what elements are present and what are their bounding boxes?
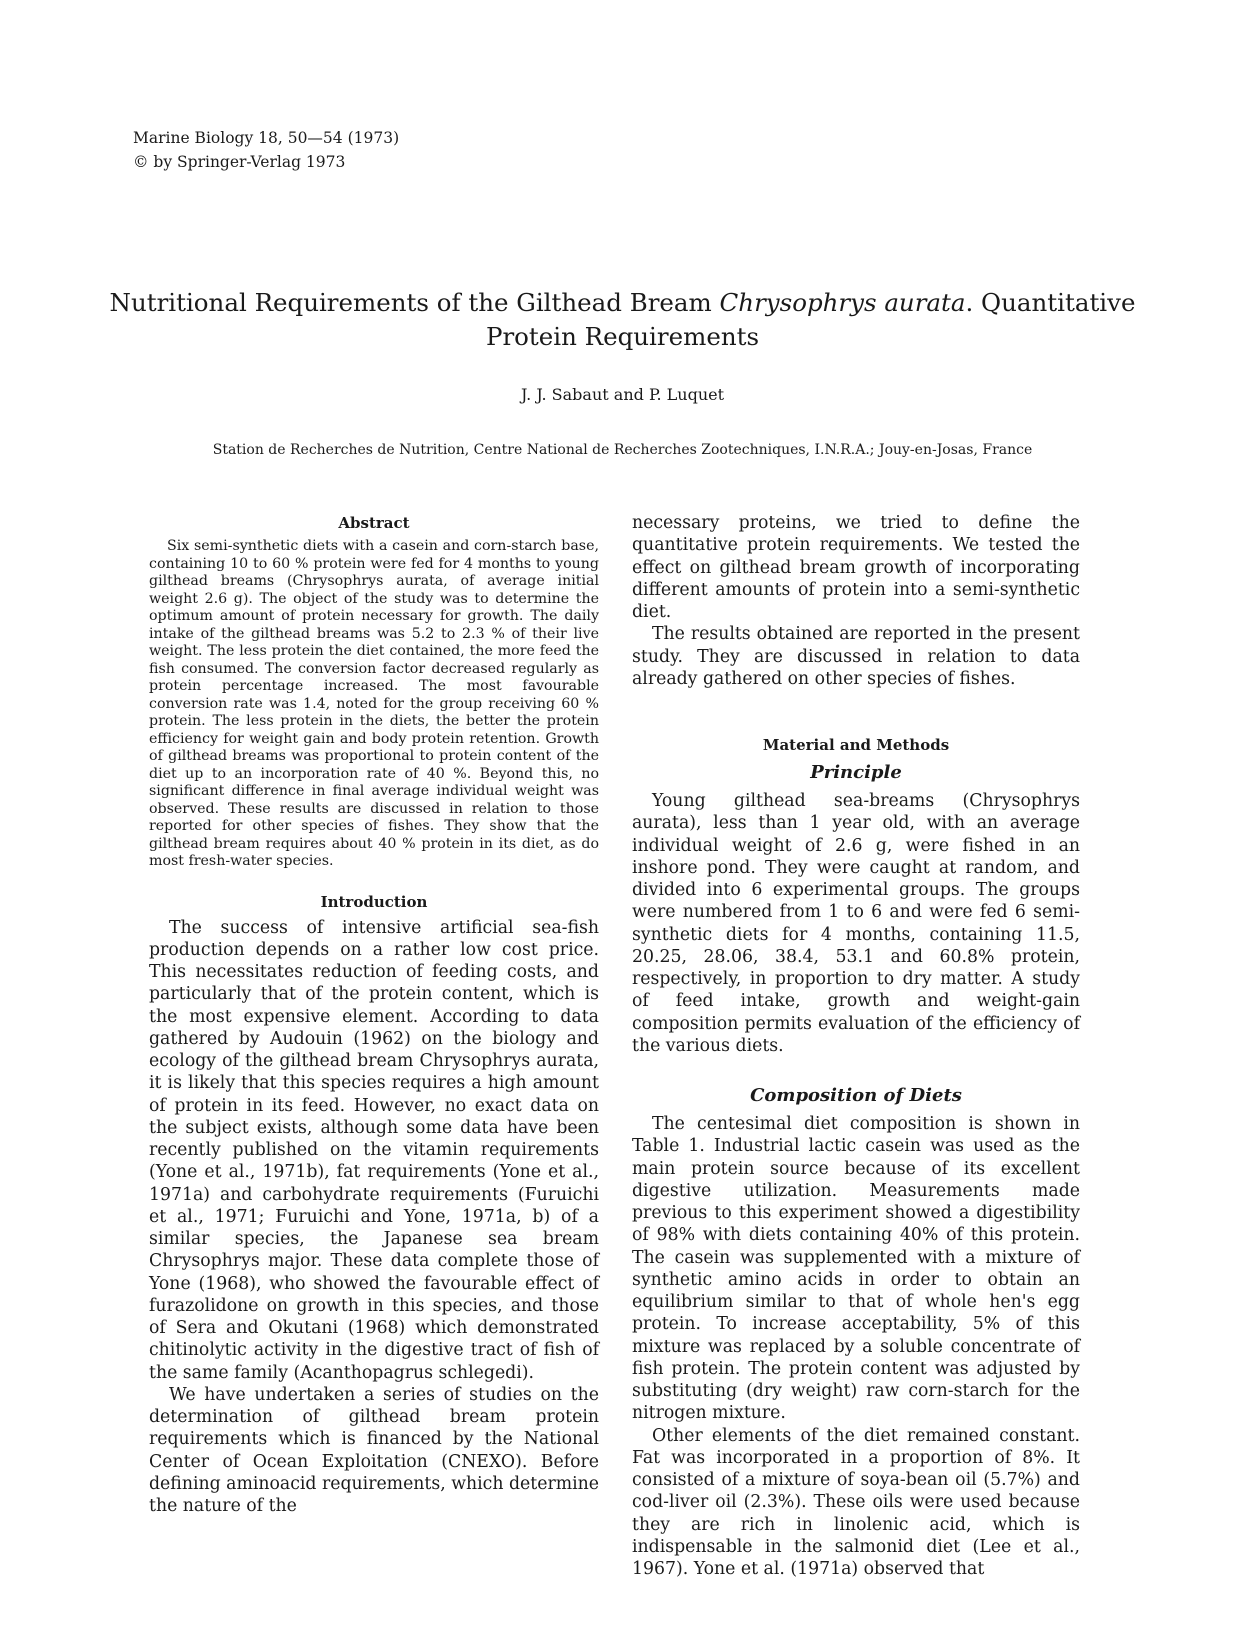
title-part2: . Quantitative <box>965 288 1136 317</box>
introduction-paragraph-continued: necessary proteins, we tried to define the quantitative protein requirements. We tested the effect on gilthead bream growth of incorporating different amounts of protein into a semi-synthetic diet. <box>632 513 1080 622</box>
introduction-paragraph: We have undertaken a series of studies on the determination of gilthead bream protein requirements which is financed by the National Center of Ocean Exploitation (CNEXO). Before defining aminoacid requirements, which determine the nature of the <box>149 1384 599 1516</box>
abstract-text: Six semi-synthetic diets with a casein and corn-starch base, containing 10 to 60 % protein were fed for 4 months to young gilthead breams (Chrysophrys aurata, of average initial weight 2.6 g). The object of the study was to determine the optimum amount of protein necessary for growth. The daily intake of the gilthead breams was 5.2 to 2.3 % of their live weight. The less protein the diet contained, the more feed the fish consumed. The conversion factor decreased regularly as protein percentage increased. The most favourable conversion rate was 1.4, noted for the group receiving 60 % protein. The less protein in the diets, the better the protein efficiency for weight gain and body protein retention. Growth of gilthead breams was proportional to protein content of the diet up to an incorporation rate of 40 %. Beyond this, no significant difference in final average individual weight was observed. These results are discussed in relation to those reported for other species of fishes. They show that the gilthead bream requires about 40 % protein in its diet, as do most fresh-water species. <box>149 538 599 869</box>
title-species: Chrysophrys aurata <box>719 288 966 317</box>
introduction-paragraph: The success of intensive artificial sea-fish production depends on a rather low cost price. This necessitates reduction of feeding costs, and particularly that of the protein content, which is the most expensive element. According to data gathered by Audouin (1962) on the biology and ecology of the gilthead bream Chrysophrys aurata, it is likely that this species requires a high amount of protein in its feed. However, no exact data on the subject exists, although some data have been recently published on the vitamin requirements (Yone et al., 1971b), fat requirements (Yone et al., 1971a) and carbohydrate requirements (Furuichi et al., 1971; Furuichi and Yone, 1971a, b) of a similar species, the Japanese sea bream Chrysophrys major. These data complete those of Yone (1968), who showed the favourable effect of furazolidone on growth in this species, and those of Sera and Okutani (1968) which demonstrated chitinolytic activity in the digestive tract of fish of the same family (Acanthopagrus schlegedi). <box>149 917 599 1383</box>
paper-title <box>100 286 1145 354</box>
introduction-paragraph: The results obtained are reported in the present study. They are discussed in relation to data already gathered on other species of fishes. <box>632 624 1080 689</box>
composition-subheading: Composition of Diets <box>750 1085 962 1106</box>
composition-paragraph: Other elements of the diet remained constant. Fat was incorporated in a proportion of 8%. It consisted of a mixture of soya-bean oil (5.7%) and cod-liver oil (2.3%). These oils were used because they are rich in linolenic acid, which is indispensable in the salmonid diet (Lee et al., 1967). Yone et al. (1971a) observed that <box>632 1425 1080 1579</box>
title-part1: Nutritional Requirements of the Gilthead Bream <box>109 288 720 317</box>
affiliation: Station de Recherches de Nutrition, Centre National de Recherches Zootechniques, I.N.R.A.; Jouy-en-Josas, France <box>212 442 1033 458</box>
title-line2: Protein Requirements <box>485 322 760 351</box>
journal-header <box>133 126 399 174</box>
left-column <box>149 512 599 1517</box>
copyright-line: © by Springer-Verlag 1973 <box>133 153 346 171</box>
abstract-heading: Abstract <box>338 514 410 532</box>
principle-subheading: Principle <box>810 762 902 783</box>
right-column <box>632 512 1080 1580</box>
principle-paragraph: Young gilthead sea-breams (Chrysophrys aurata), less than 1 year old, with an average individual weight of 2.6 g, were fished in an inshore pond. They were caught at random, and divided into 6 experimental groups. The groups were numbered from 1 to 6 and were fed 6 semi-synthetic diets for 4 months, containing 11.5, 20.25, 28.06, 38.4, 53.1 and 60.8% protein, respectively, in proportion to dry matter. A study of feed intake, growth and weight-gain composition permits evaluation of the efficiency of the various diets. <box>632 791 1080 1056</box>
authors: J. J. Sabaut and P. Luquet <box>520 385 725 404</box>
introduction-heading: Introduction <box>320 892 428 911</box>
composition-paragraph: The centesimal diet composition is shown in Table 1. Industrial lactic casein was used as the main protein source because of its excellent digestive utilization. Measurements made previous to this experiment showed a digestibility of 98% with diets containing 40% of this protein. The casein was supplemented with a mixture of synthetic amino acids in order to obtain an equilibrium similar to that of whole hen's egg protein. To increase acceptability, 5% of this mixture was replaced by a soluble concentrate of fish protein. The protein content was adjusted by substituting (dry weight) raw corn-starch for the nitrogen mixture. <box>632 1114 1080 1424</box>
journal-citation: Marine Biology 18, 50—54 (1973) <box>133 129 400 147</box>
methods-heading: Material and Methods <box>762 736 950 754</box>
